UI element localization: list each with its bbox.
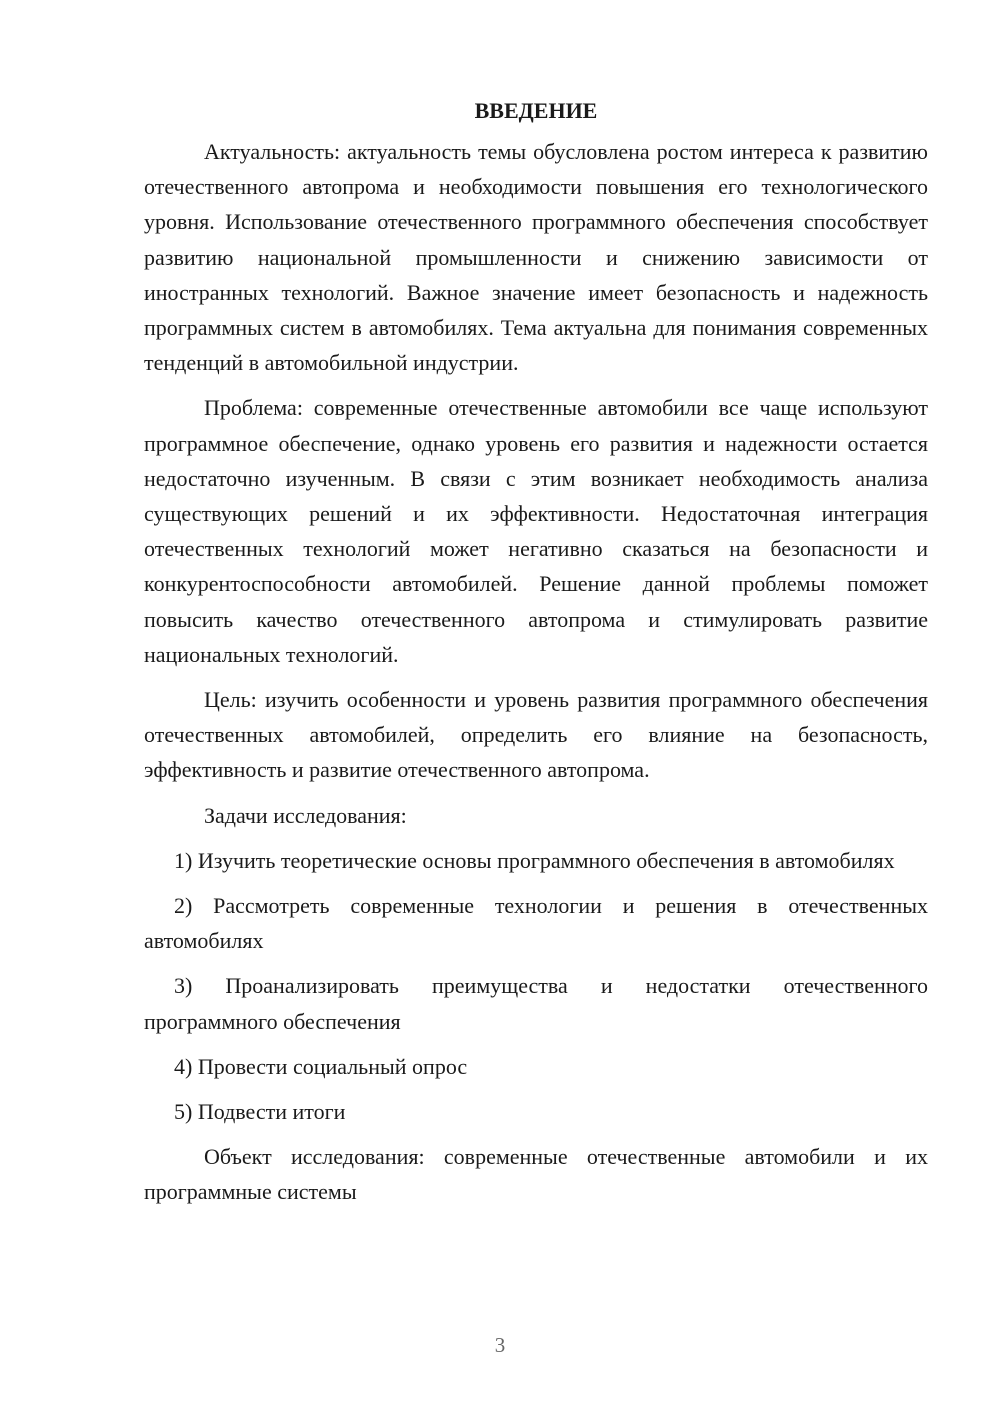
page-title: ВВЕДЕНИЕ	[474, 98, 598, 123]
tasks-heading: Задачи исследования:	[204, 802, 407, 828]
task-item-4: 4) Провести социальный опрос	[174, 1053, 468, 1079]
object-paragraph: Объект исследования: современные отечественные автомобили и их программные системы	[144, 1144, 928, 1205]
document-page	[144, 88, 928, 1220]
page-number: 3	[494, 1333, 506, 1357]
task-item-5: 5) Подвести итоги	[174, 1099, 346, 1125]
task-item-3: 3) Проанализировать преимущества и недостатки отечественного программного обеспечения	[144, 973, 928, 1034]
task-item-2: 2) Рассмотреть современные технологии и решения в отечественных автомобилях	[144, 893, 928, 954]
goal-paragraph: Цель: изучить особенности и уровень развития программного обеспечения отечественных автомобилей, определить его влияние на безопасность, эффективность и развитие отечественного автопрома.	[144, 687, 928, 783]
task-item-1: 1) Изучить теоретические основы программного обеспечения в автомобилях	[174, 847, 895, 873]
problem-paragraph: Проблема: современные отечественные автомобили все чаще используют программное обеспечение, однако уровень его развития и надежности остается недостаточно изученным. В связи с этим возникает необходимость анализа существующих решений и их эффективности. Недостаточная интеграция отечественных технологий может негативно сказаться на безопасности и конкурентоспособности автомобилей. Решение данной проблемы поможет повысить качество отечественного автопрома и стимулировать развитие национальных технологий.	[144, 395, 928, 667]
relevance-paragraph: Актуальность: актуальность темы обусловлена ростом интереса к развитию отечественного автопрома и необходимости повышения его технологического уровня. Использование отечественного программного обеспечения способствует развитию национальной промышленности и снижению зависимости от иностранных технологий. Важное значение имеет безопасность и надежность программных систем в автомобилях. Тема актуальна для понимания современных тенденций в автомобильной индустрии.	[144, 139, 928, 376]
